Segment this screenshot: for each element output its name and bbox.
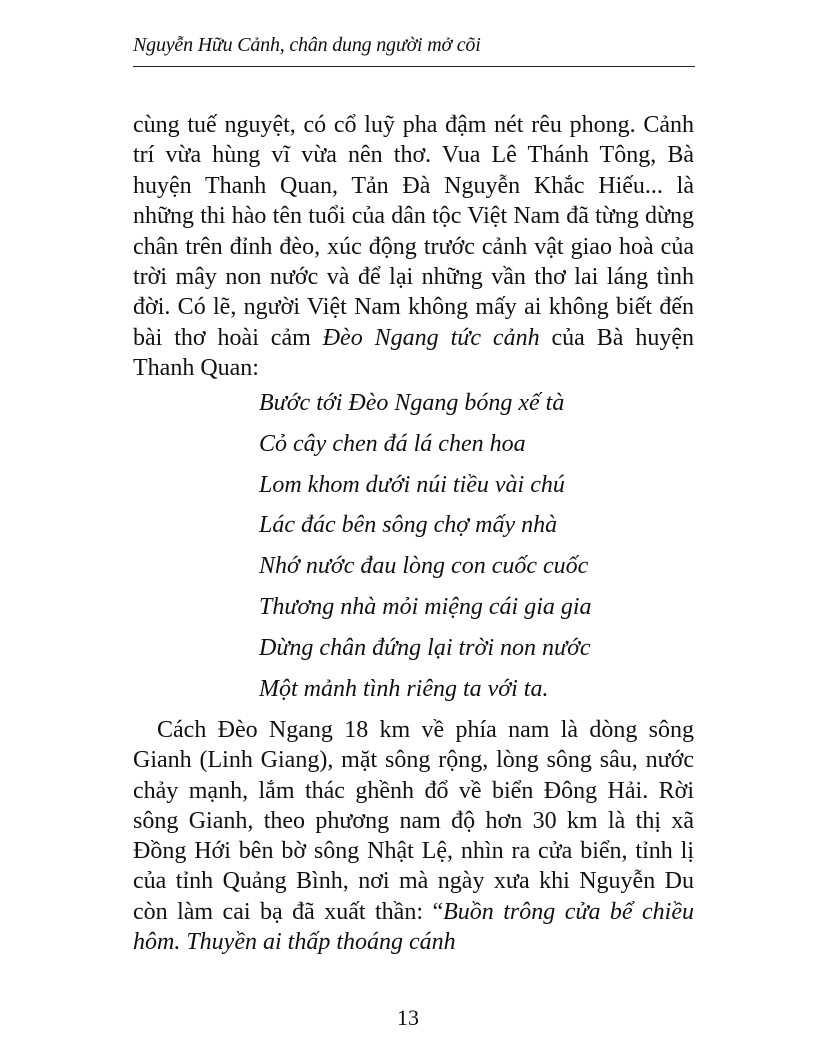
- poem-line: Dừng chân đứng lại trời non nước: [259, 634, 591, 661]
- header-rule: [133, 66, 695, 67]
- paragraph-1: [133, 110, 694, 384]
- poem-line: Cỏ cây chen đá lá chen hoa: [259, 430, 526, 457]
- poem-line: Một mảnh tình riêng ta với ta.: [259, 675, 549, 702]
- poem-line: Bước tới Đèo Ngang bóng xế tà: [259, 390, 565, 416]
- poem: [259, 383, 592, 709]
- poem-line: Thương nhà mỏi miệng cái gia gia: [259, 593, 592, 620]
- poem-line: Lác đác bên sông chợ mấy nhà: [259, 512, 558, 539]
- running-header: Nguyễn Hữu Cảnh, chân dung người mở cõi: [133, 34, 481, 56]
- quoted-verse: Buồn trông cửa bể chiều hôm. Thuyền ai thấp thoáng cánh: [133, 898, 695, 956]
- paragraph-2-text: Cách Đèo Ngang 18 km về phía nam là dòng sông Gianh (Linh Giang), mặt sông rộng, lòng sông sâu, nước chảy mạnh, lắm thác ghềnh đổ về biển Đông Hải. Rời sông Gianh, theo phương nam độ hơn 30 km là thị xã Đồng Hới bên bờ sông Nhật Lệ, nhìn ra cửa biển, tỉnh lị của tỉnh Quảng Bình, nơi mà ngày xưa khi Nguyễn Du còn làm cai bạ đã xuất thần:: [133, 717, 694, 925]
- paragraph-1-tail: của Bà huyện Thanh Quan:: [133, 324, 694, 382]
- poem-line: Lom khom dưới núi tiều vài chú: [259, 471, 565, 498]
- poem-title-inline: Đèo Ngang tức cảnh: [322, 324, 540, 351]
- page-number: 13: [397, 1005, 419, 1030]
- paragraph-2: [133, 715, 694, 957]
- poem-line: Nhớ nước đau lòng con cuốc cuốc: [259, 553, 589, 580]
- paragraph-1-text: cùng tuế nguyệt, có cổ luỹ pha đậm nét rêu phong. Cảnh trí vừa hùng vĩ vừa nên thơ. Vua Lê Thánh Tông, Bà huyện Thanh Quan, Tản Đà Nguyễn Khắc Hiếu... là những thi hào tên tuổi của dân tộc Việt Nam đã từng dừng chân trên đỉnh đèo, xúc động trước cảnh vật giao hoà của trời mây non nước và để lại những vần thơ lai láng tình đời. Có lẽ, người Việt Nam không mấy ai không biết đến bài thơ hoài cảm: [133, 112, 694, 351]
- quote-open-mark: “: [432, 898, 444, 925]
